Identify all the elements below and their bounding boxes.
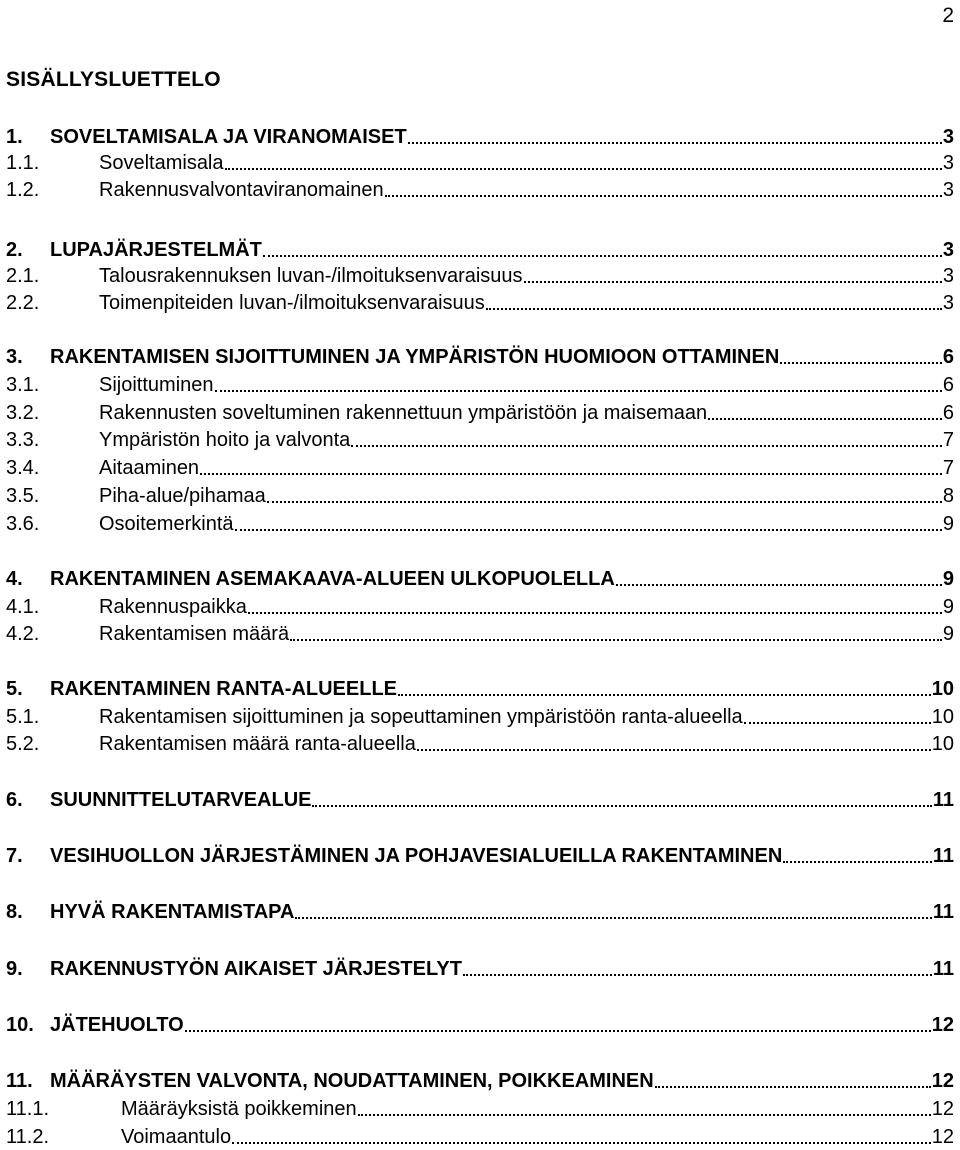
toc-entry-title: Rakentamisen sijoittuminen ja sopeuttaminen ympäristöön ranta-alueella — [99, 706, 743, 728]
toc-entry-title: Voimaantulo — [121, 1126, 232, 1148]
toc-dot-leader — [783, 860, 932, 863]
toc-entry-title: Osoitemerkintä — [99, 513, 234, 535]
toc-entry-subsection[interactable] — [6, 511, 954, 537]
toc-title: SISÄLLYSLUETTELO — [6, 68, 221, 91]
toc-entry-number: 1.1. — [6, 152, 40, 174]
toc-entry-page: 12 — [931, 1070, 954, 1092]
toc-entry-title: MÄÄRÄYSTEN VALVONTA, NOUDATTAMINEN, POIKKEAMINEN — [50, 1070, 654, 1092]
toc-entry-number: 11.2. — [6, 1126, 49, 1148]
toc-entry-page: 10 — [931, 733, 954, 755]
toc-entry-number: 2.1. — [6, 265, 40, 287]
toc-entry-page: 12 — [931, 1098, 954, 1120]
toc-entry-number: 3.3. — [6, 429, 40, 451]
toc-entry-number: 3.5. — [6, 485, 40, 507]
toc-entry-title: SUUNNITTELUTARVEALUE — [50, 789, 312, 811]
toc-entry-page: 11 — [932, 958, 954, 980]
toc-entry-page: 9 — [942, 568, 954, 590]
toc-entry-page: 10 — [931, 678, 954, 700]
toc-entry-title: SOVELTAMISALA JA VIRANOMAISET — [50, 126, 407, 148]
toc-entry-number: 6. — [6, 789, 23, 811]
toc-entry-number: 10. — [6, 1014, 34, 1036]
toc-entry-title: Määräyksistä poikkeminen — [121, 1098, 357, 1120]
toc-entry-page: 3 — [942, 152, 954, 174]
toc-entry-page: 10 — [931, 706, 954, 728]
toc-entry-number: 4. — [6, 568, 23, 590]
toc-entry-subsection[interactable] — [6, 1096, 954, 1122]
toc-dot-leader — [225, 167, 942, 170]
toc-entry-title: RAKENTAMINEN ASEMAKAAVA-ALUEEN ULKOPUOLELLA — [50, 568, 615, 590]
toc-entry-number: 3.6. — [6, 513, 40, 535]
toc-entry-page: 12 — [931, 1014, 954, 1036]
toc-entry-title: Sijoittuminen — [99, 374, 214, 396]
toc-dot-leader — [780, 361, 942, 364]
toc-entry-title: Rakentamisen määrä ranta-alueella — [99, 733, 416, 755]
toc-dot-leader — [312, 804, 931, 807]
toc-entry-section[interactable] — [6, 1012, 954, 1038]
toc-entry-section[interactable] — [6, 899, 954, 925]
toc-entry-number: 11.1. — [6, 1098, 49, 1120]
toc-entry-page: 9 — [942, 513, 954, 535]
toc-entry-subsection[interactable] — [6, 1124, 954, 1150]
toc-entry-title: Piha-alue/pihamaa — [99, 485, 266, 507]
toc-entry-title: Talousrakennuksen luvan-/ilmoituksenvaraisuus — [99, 265, 523, 287]
toc-dot-leader — [295, 916, 931, 919]
toc-entry-subsection[interactable] — [6, 621, 954, 647]
toc-entry-number: 4.1. — [6, 596, 40, 618]
toc-entry-title: Rakennusvalvontaviranomainen — [99, 179, 384, 201]
toc-entry-title: Rakennuspaikka — [99, 596, 247, 618]
toc-entry-page: 3 — [942, 179, 954, 201]
page-number: 2 — [942, 4, 954, 27]
toc-entry-number: 9. — [6, 958, 23, 980]
toc-entry-number: 1. — [6, 126, 23, 148]
toc-entry-number: 5. — [6, 678, 23, 700]
toc-dot-leader — [267, 500, 942, 503]
toc-entry-title: Soveltamisala — [99, 152, 224, 174]
toc-entry-page: 8 — [942, 485, 954, 507]
toc-dot-leader — [408, 141, 942, 144]
toc-entry-title: LUPAJÄRJESTELMÄT — [50, 239, 262, 261]
toc-entry-subsection[interactable] — [6, 455, 954, 481]
toc-entry-section[interactable] — [6, 956, 954, 982]
toc-entry-subsection[interactable] — [6, 483, 954, 509]
toc-dot-leader — [235, 528, 942, 531]
toc-entry-title: VESIHUOLLON JÄRJESTÄMINEN JA POHJAVESIALUEILLA RAKENTAMINEN — [50, 845, 783, 867]
toc-entry-number: 1.2. — [6, 179, 40, 201]
toc-dot-leader — [417, 748, 931, 751]
toc-dot-leader — [200, 472, 942, 475]
toc-entry-number: 3.2. — [6, 402, 40, 424]
toc-entry-subsection[interactable] — [6, 177, 954, 203]
toc-entry-section[interactable] — [6, 1068, 954, 1094]
toc-entry-subsection[interactable] — [6, 427, 954, 453]
toc-entry-page: 9 — [942, 623, 954, 645]
toc-entry-page: 3 — [942, 265, 954, 287]
toc-entry-page: 3 — [942, 239, 954, 261]
toc-entry-page: 3 — [942, 126, 954, 148]
toc-dot-leader — [708, 417, 942, 420]
toc-dot-leader — [358, 1113, 931, 1116]
toc-entry-number: 4.2. — [6, 623, 40, 645]
toc-entry-title: HYVÄ RAKENTAMISTAPA — [50, 901, 295, 923]
toc-dot-leader — [524, 280, 942, 283]
toc-dot-leader — [744, 721, 931, 724]
toc-entry-subsection[interactable] — [6, 263, 954, 289]
toc-entry-subsection[interactable] — [6, 731, 954, 757]
toc-entry-subsection[interactable] — [6, 372, 954, 398]
toc-entry-page: 11 — [932, 845, 954, 867]
toc-entry-title: Rakentamisen määrä — [99, 623, 290, 645]
toc-entry-number: 5.1. — [6, 706, 40, 728]
toc-dot-leader — [185, 1029, 931, 1032]
toc-entry-page: 6 — [942, 374, 954, 396]
toc-entry-title: Aitaaminen — [99, 457, 200, 479]
toc-dot-leader — [351, 444, 942, 447]
toc-dot-leader — [616, 583, 942, 586]
toc-entry-title: Toimenpiteiden luvan-/ilmoituksenvaraisuus — [99, 292, 485, 314]
toc-entry-title: JÄTEHUOLTO — [50, 1014, 184, 1036]
toc-dot-leader — [385, 194, 942, 197]
toc-entry-number: 3.1. — [6, 374, 40, 396]
toc-entry-page: 9 — [942, 596, 954, 618]
toc-entry-section[interactable] — [6, 843, 954, 869]
toc-entry-subsection[interactable] — [6, 400, 954, 426]
toc-entry-title: RAKENNUSTYÖN AIKAISET JÄRJESTELYT — [50, 958, 462, 980]
toc-entry-page: 3 — [942, 292, 954, 314]
toc-entry-section[interactable] — [6, 566, 954, 592]
toc-entry-page: 6 — [942, 402, 954, 424]
toc-entry-subsection[interactable] — [6, 594, 954, 620]
toc-dot-leader — [486, 307, 942, 310]
toc-entry-title: Rakennusten soveltuminen rakennettuun ympäristöön ja maisemaan — [99, 402, 708, 424]
toc-dot-leader — [463, 973, 932, 976]
toc-entry-subsection[interactable] — [6, 290, 954, 316]
toc-entry-number: 2.2. — [6, 292, 40, 314]
toc-entry-page: 11 — [932, 901, 954, 923]
toc-dot-leader — [290, 638, 942, 641]
toc-entry-section[interactable] — [6, 676, 954, 702]
toc-entry-title: Ympäristön hoito ja valvonta — [99, 429, 351, 451]
toc-dot-leader — [655, 1085, 931, 1088]
toc-entry-number: 2. — [6, 239, 23, 261]
toc-entry-section[interactable] — [6, 787, 954, 813]
toc-entry-title: RAKENTAMINEN RANTA-ALUEELLE — [50, 678, 398, 700]
toc-entry-section[interactable] — [6, 124, 954, 150]
toc-dot-leader — [263, 254, 942, 257]
toc-entry-number: 5.2. — [6, 733, 40, 755]
toc-entry-subsection[interactable] — [6, 150, 954, 176]
toc-entry-number: 11. — [6, 1070, 33, 1092]
toc-dot-leader — [248, 611, 942, 614]
toc-entry-page: 6 — [942, 346, 954, 368]
toc-entry-number: 7. — [6, 845, 23, 867]
toc-entry-page: 12 — [931, 1126, 954, 1148]
toc-entry-subsection[interactable] — [6, 704, 954, 730]
toc-dot-leader — [232, 1141, 931, 1144]
toc-entry-section[interactable] — [6, 344, 954, 370]
toc-entry-number: 3.4. — [6, 457, 40, 479]
toc-entry-page: 11 — [932, 789, 954, 811]
toc-dot-leader — [215, 389, 942, 392]
toc-entry-page: 7 — [942, 457, 954, 479]
toc-entry-title: RAKENTAMISEN SIJOITTUMINEN JA YMPÄRISTÖN HUOMIOON OTTAMINEN — [50, 346, 780, 368]
toc-entry-number: 3. — [6, 346, 23, 368]
toc-entry-section[interactable] — [6, 237, 954, 263]
toc-entry-page: 7 — [942, 429, 954, 451]
toc-entry-number: 8. — [6, 901, 23, 923]
toc-dot-leader — [398, 693, 931, 696]
